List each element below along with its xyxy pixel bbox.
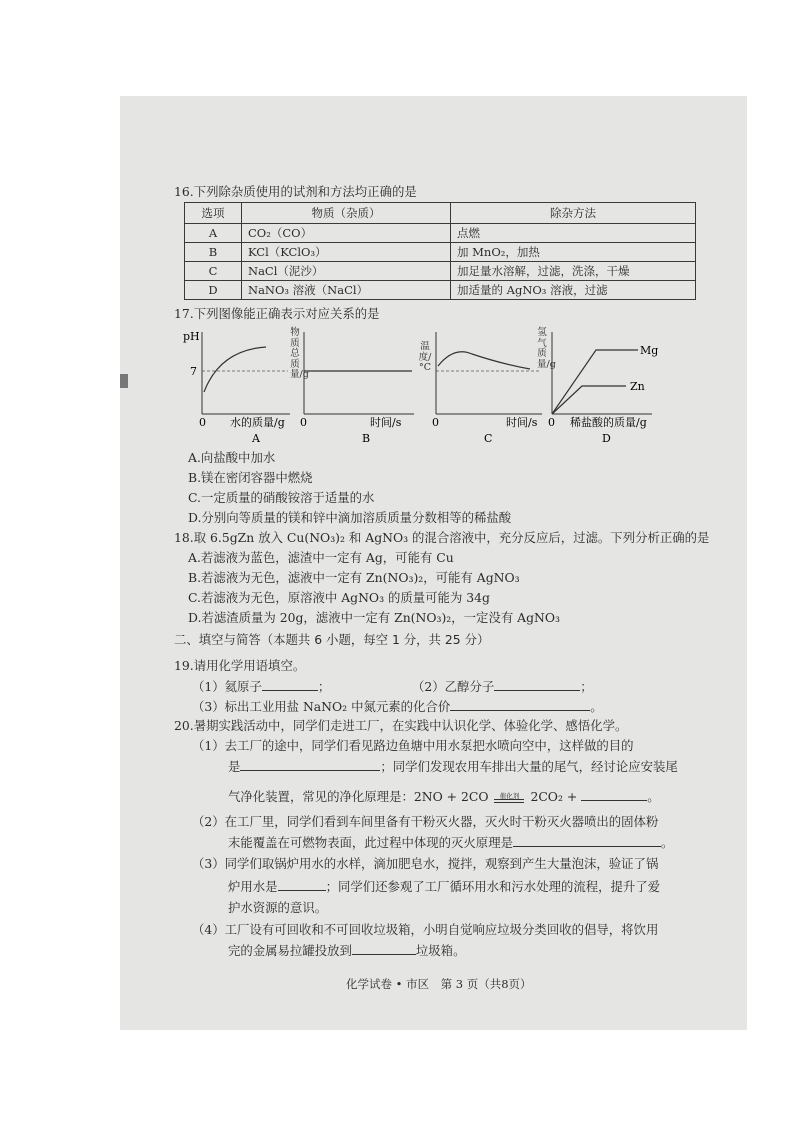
q20-part1-line1: （1）去工厂的途中，同学们看见路边鱼塘中用水泵把水喷向空中，这样做的目的 (192, 738, 634, 753)
q20-part2-line1: （2）在工厂里，同学们看到车间里备有干粉灭火器，灭火时干粉灭火器喷出的固体粉 (192, 814, 659, 829)
table-row (185, 224, 696, 243)
q17-option-c: C.一定质量的硝酸铵溶于适量的水 (188, 490, 375, 505)
binding-mark (120, 374, 128, 388)
cell-option: C (185, 262, 242, 281)
answer-blank[interactable] (513, 834, 661, 847)
cell-method: 点燃 (451, 224, 696, 243)
exam-page (120, 96, 747, 1030)
q20-part3-line1: （3）同学们取锅炉用水的水样，滴加肥皂水，搅拌，观察到产生大量泡沫，验证了锅 (192, 856, 659, 871)
cell-option: D (185, 281, 242, 300)
q17-stem: 17.下列图像能正确表示对应关系的是 (174, 306, 380, 321)
q16-stem: 16.下列除杂质使用的试剂和方法均正确的是 (174, 184, 417, 199)
graph-d-series-mg: Mg (640, 344, 658, 357)
graph-a-yref: 7 (190, 365, 197, 378)
table-row (185, 243, 696, 262)
q20-part2-line2: 末能覆盖在可燃物表面，此过程中体现的灭火原理是 。 (228, 835, 674, 850)
graph-d (548, 328, 658, 448)
cell-option: B (185, 243, 242, 262)
q20-part1-line2: 是 ；同学们发现农用车排出大量的尾气，经讨论应安装尾 (228, 759, 678, 774)
q19-stem: 19.请用化学用语填空。 (174, 658, 306, 673)
q18-stem: 18.取 6.5gZn 放入 Cu(NO₃)₂ 和 AgNO₃ 的混合溶液中，充分反应后，过滤。下列分析正确的是 (174, 530, 710, 545)
table-row (185, 262, 696, 281)
graph-a-ylabel: pH (183, 330, 200, 343)
catalyst-arrow: 催化剂 (494, 793, 524, 803)
q18-option-d: D.若滤渣质量为 20g，滤液中一定有 Zn(NO₃)₂，一定没有 AgNO₃ (188, 610, 561, 625)
page-footer: 化学试卷 • 市区 第 3 页（共8页） (346, 977, 532, 991)
answer-blank[interactable] (262, 678, 318, 691)
cell-substance: KCl（KClO₃） (242, 243, 451, 262)
graph-d-xlabel: 稀盐酸的质量/g (570, 416, 647, 429)
graph-b (300, 328, 416, 448)
answer-blank[interactable] (494, 678, 580, 691)
graph-d-letter: D (602, 432, 611, 445)
q16-table (184, 202, 696, 300)
graph-b-ylabel: 物质总质量/g (290, 327, 309, 380)
answer-blank[interactable] (278, 878, 326, 891)
cell-option: A (185, 224, 242, 243)
cell-substance: NaNO₃ 溶液（NaCl） (242, 281, 451, 300)
cell-substance: NaCl（泥沙） (242, 262, 451, 281)
q19-part1: （1）氦原子 ； (192, 679, 331, 694)
graph-a-origin: 0 (199, 416, 206, 429)
q20-stem: 20.暑期实践活动中，同学们走进工厂，在实践中认识化学、体验化学、感悟化学。 (174, 718, 628, 733)
col-header-substance: 物质（杂质） (242, 203, 451, 224)
graph-d-series-zn: Zn (630, 380, 645, 393)
q20-part3-line3: 护水资源的意识。 (228, 900, 328, 915)
answer-blank[interactable] (450, 698, 590, 711)
q18-option-a: A.若滤液为蓝色，滤渣中一定有 Ag，可能有 Cu (188, 550, 454, 565)
graph-a (180, 328, 292, 448)
graph-d-ylabel: 氢气质量/g (537, 327, 556, 370)
table-header-row (185, 203, 696, 224)
q19-part3: （3）标出工业用盐 NaNO₂ 中氮元素的化合价 。 (192, 699, 603, 714)
graph-c-letter: C (484, 432, 493, 445)
col-header-option: 选项 (185, 203, 242, 224)
cell-method: 加足量水溶解，过滤，洗涤，干燥 (451, 262, 696, 281)
graph-c-xlabel: 时间/s (506, 416, 538, 429)
table-row (185, 281, 696, 300)
graph-c-ylabel: 温度/°C (418, 341, 432, 373)
q17-option-b: B.镁在密闭容器中燃烧 (188, 470, 313, 485)
graph-a-xlabel: 水的质量/g (230, 416, 285, 429)
cell-method: 加适量的 AgNO₃ 溶液，过滤 (451, 281, 696, 300)
q18-option-c: C.若滤液为无色，原溶液中 AgNO₃ 的质量可能为 34g (188, 590, 490, 605)
q20-part3-line2: 炉用水是 ；同学们还参观了工厂循环用水和污水处理的流程，提升了爱 (228, 879, 661, 894)
answer-blank[interactable] (352, 942, 416, 955)
graph-b-origin: 0 (300, 416, 307, 429)
graph-b-letter: B (362, 432, 371, 445)
answer-blank[interactable] (581, 788, 647, 801)
graph-c-origin: 0 (432, 416, 439, 429)
cell-substance: CO₂（CO） (242, 224, 451, 243)
q20-part4-line2: 完的金属易拉罐投放到 垃圾箱。 (228, 943, 466, 958)
q20-part4-line1: （4）工厂设有可回收和不可回收垃圾箱，小明自觉响应垃圾分类回收的倡导，将饮用 (192, 922, 659, 937)
answer-blank[interactable] (240, 758, 380, 771)
cell-method: 加 MnO₂，加热 (451, 243, 696, 262)
col-header-method: 除杂方法 (451, 203, 696, 224)
q18-option-b: B.若滤液为无色，滤液中一定有 Zn(NO₃)₂，可能有 AgNO₃ (188, 570, 520, 585)
graph-a-letter: A (252, 432, 260, 445)
graph-c (432, 328, 544, 448)
q20-part1-line3: 气净化装置，常见的净化原理是：2NO + 2CO 催化剂 2CO₂ + 。 (228, 789, 660, 804)
graph-d-origin: 0 (548, 416, 555, 429)
graph-b-xlabel: 时间/s (370, 416, 402, 429)
q19-part2: （2）乙醇分子 ； (412, 679, 593, 694)
section-heading: 二、填空与简答（本题共 6 小题，每空 1 分，共 25 分） (174, 632, 490, 647)
q17-option-d: D.分别向等质量的镁和锌中滴加溶质质量分数相等的稀盐酸 (188, 510, 512, 525)
q17-option-a: A.向盐酸中加水 (188, 450, 276, 465)
